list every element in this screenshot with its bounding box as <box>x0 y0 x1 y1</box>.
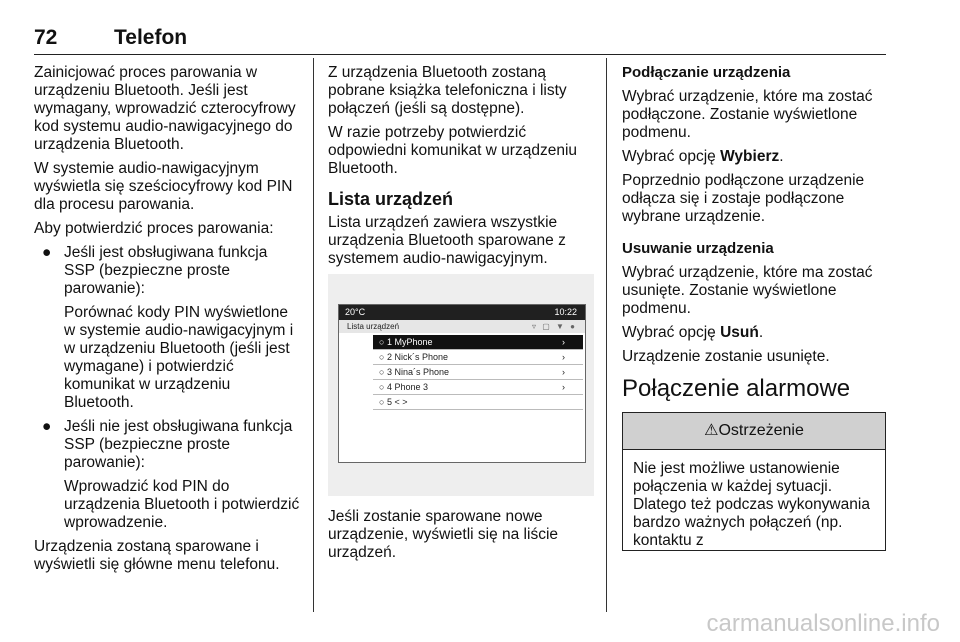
warning-text: Nie jest możliwe ustanowienie połączenia w każdej sytuacji. Dlatego też podczas wykonywania bardzo ważnych połączeń (np. kontaktu z <box>633 460 870 549</box>
warning-icon: ⚠ <box>704 422 719 439</box>
paragraph-remove-select: Wybrać urządzenie, które ma zostać usunięte. Zostanie wyświetlone podmenu. <box>622 264 873 317</box>
warning-title: Ostrzeżenie <box>718 422 804 439</box>
screen-status-bar <box>339 305 585 320</box>
paragraph-new-device: Jeśli zostanie sparowane nowe urządzenie, wyświetli się na liście urządzeń. <box>328 508 559 561</box>
device-label: 4 Phone 3 <box>386 382 428 392</box>
device-row[interactable] <box>373 335 583 350</box>
chevron-right-icon: › <box>562 337 565 347</box>
device-list-screen <box>338 304 586 463</box>
column-3 <box>622 64 886 551</box>
device-row[interactable] <box>373 365 583 380</box>
warning-box <box>622 412 886 551</box>
paragraph-confirm: Aby potwierdzić proces parowania: <box>34 220 274 237</box>
paragraph-paired: Urządzenia zostaną sparowane i wyświetli się główne menu telefonu. <box>34 538 280 573</box>
device-label: 1 MyPhone <box>386 337 433 347</box>
section-title-device-list: Lista urządzeń <box>328 189 454 209</box>
bullet-subtext: Wprowadzić kod PIN do urządzenia Bluetooth i potwierdzić wprowadzenie. <box>64 478 300 531</box>
bullet-subtext: Porównać kody PIN wyświetlone w systemie audio-nawigacyjnym i w urządzeniu Bluetooth (jeśli jest wymagane) i potwierdzić komunikat w urządzeniu Bluetooth. <box>64 304 294 411</box>
device-label: 5 < > <box>386 397 408 407</box>
screen-subtitle: Lista urządzeń <box>347 322 400 331</box>
paragraph-download: Z urządzenia Bluetooth zostaną pobrane książka telefoniczna i listy połączeń (jeśli są dostępne). <box>328 64 567 117</box>
device-label: 2 Nick´s Phone <box>386 352 448 362</box>
bullet-icon: ● <box>42 244 52 261</box>
device-list <box>373 335 583 410</box>
bullet-ssp-unsupported <box>34 418 302 532</box>
status-icons: ▿ ▢ ▼ ● <box>532 322 577 331</box>
option-select: Wybierz <box>720 148 780 165</box>
paragraph-pairing-start: Zainicjować proces parowania w urządzeniu Bluetooth. Jeśli jest wymagany, wprowadzić czterocyfrowy kod systemu audio-nawigacyjnego do urządzenia Bluetooth. <box>34 64 296 153</box>
section-title-emergency: Połączenie alarmowe <box>622 375 851 402</box>
subheading-remove: Usuwanie urządzenia <box>622 240 774 257</box>
radio-icon: ○ <box>379 382 385 392</box>
paragraph-remove-option <box>622 324 886 342</box>
column-2 <box>328 64 590 568</box>
column-divider-2 <box>606 58 607 612</box>
text-select-option: Wybrać opcję <box>622 148 721 165</box>
device-row[interactable] <box>373 350 583 365</box>
screen-temperature: 20°C <box>345 307 366 317</box>
subheading-connect: Podłączanie urządzenia <box>622 64 791 81</box>
text-period: . <box>779 148 784 165</box>
paragraph-device-list: Lista urządzeń zawiera wszystkie urządzenia Bluetooth sparowane z systemem audio-nawigacyjnym. <box>328 214 566 267</box>
bullet-text: Jeśli nie jest obsługiwana funkcja SSP (bezpieczne proste parowanie): <box>64 418 293 471</box>
text-select-option: Wybrać opcję <box>622 324 721 341</box>
device-row[interactable] <box>373 380 583 395</box>
chevron-right-icon: › <box>562 367 565 377</box>
screen-time: 10:22 <box>554 307 577 317</box>
device-label: 3 Nina´s Phone <box>386 367 449 377</box>
chevron-right-icon: › <box>562 352 565 362</box>
paragraph-connect-option <box>622 148 886 166</box>
paragraph-connect-select: Wybrać urządzenie, które ma zostać podłączone. Zostanie wyświetlone podmenu. <box>622 88 873 141</box>
text-period: . <box>758 324 764 341</box>
bullet-icon: ● <box>42 418 52 435</box>
bullet-text: Jeśli jest obsługiwana funkcja SSP (bezpieczne proste parowanie): <box>64 244 268 297</box>
option-remove: Usuń <box>720 324 759 341</box>
column-divider-1 <box>313 58 314 612</box>
column-1 <box>34 64 302 580</box>
paragraph-connect-previous: Poprzednio podłączone urządzenie odłącza się i zostaje podłączone wybrane urządzenie. <box>622 172 865 225</box>
device-row[interactable] <box>373 395 583 410</box>
radio-icon: ○ <box>379 337 385 347</box>
paragraph-confirm-message: W razie potrzeby potwierdzić odpowiedni komunikat w urządzeniu Bluetooth. <box>328 124 578 177</box>
radio-icon: ○ <box>379 397 385 407</box>
paragraph-removed: Urządzenie zostanie usunięte. <box>622 348 830 365</box>
radio-icon: ○ <box>379 352 385 362</box>
page-header <box>34 24 886 55</box>
radio-icon: ○ <box>379 367 385 377</box>
bullet-ssp-supported <box>34 244 302 412</box>
page-number: 72 <box>34 26 58 49</box>
page-title: Telefon <box>114 26 188 49</box>
watermark: carmanualsonline.info <box>706 610 940 637</box>
screen-image <box>328 274 594 496</box>
paragraph-pin-display: W systemie audio-nawigacyjnym wyświetla się sześciocyfrowy kod PIN dla procesu parowania. <box>34 160 293 213</box>
screen-subtitle-bar <box>339 320 585 333</box>
warning-header <box>623 413 885 450</box>
chevron-right-icon: › <box>562 382 565 392</box>
